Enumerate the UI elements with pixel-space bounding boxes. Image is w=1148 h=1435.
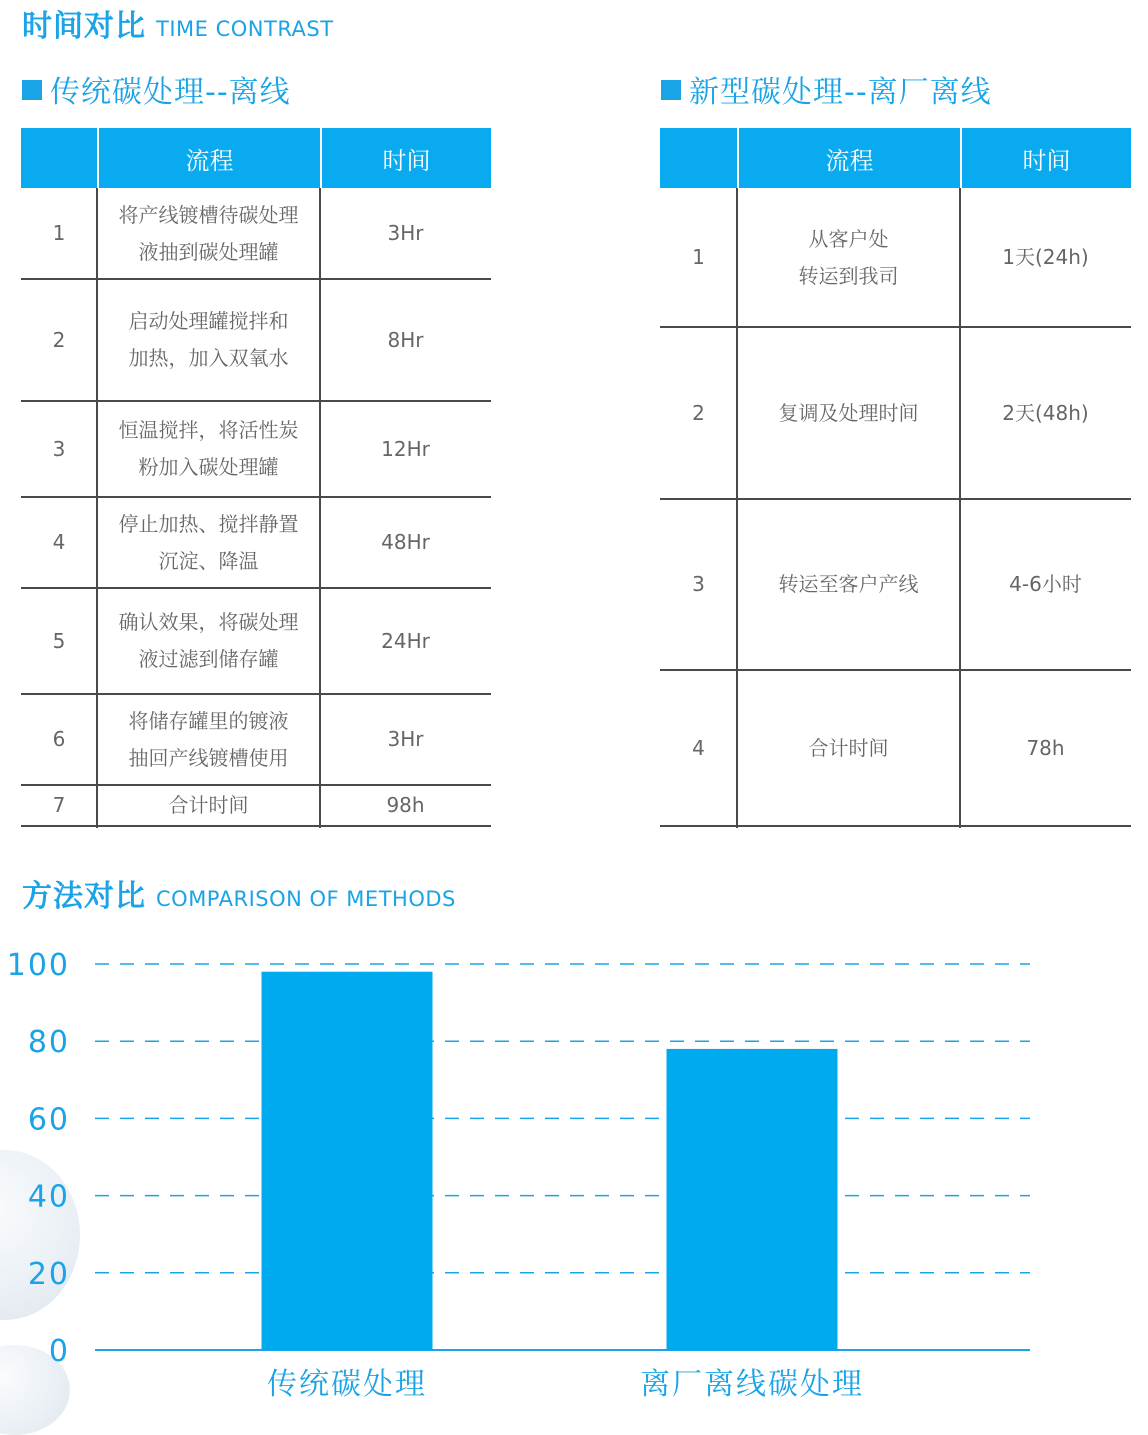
- x-category-label: 离厂离线碳处理: [640, 1367, 864, 1399]
- traditional-table-heading-text: 传统碳处理--离线: [50, 75, 291, 110]
- process-lines: [119, 506, 299, 580]
- row-process: [97, 401, 320, 497]
- process-line: 抽回产线镀槽使用: [128, 745, 289, 770]
- row-index: 2: [52, 327, 66, 352]
- row-process: [97, 188, 320, 279]
- process-line: 确认效果，将碳处理: [118, 610, 299, 634]
- row-process: [737, 188, 960, 327]
- traditional-table: [21, 128, 491, 828]
- row-process: [97, 694, 320, 785]
- bar-offsite: [667, 1049, 838, 1350]
- process-line: 停止加热、搅拌静置: [118, 511, 299, 536]
- x-category-label: 传统碳处理: [267, 1367, 427, 1399]
- row-time: 3Hr: [387, 727, 424, 751]
- process-line: 转运至客户产线: [778, 572, 919, 596]
- table-row-divider: [21, 825, 491, 827]
- process-line: 合计时间: [168, 793, 249, 817]
- row-time: 48Hr: [381, 530, 430, 554]
- process-lines: [119, 197, 299, 271]
- section-title-en: TIME CONTRAST: [156, 17, 334, 41]
- row-index: 2: [692, 400, 705, 425]
- row-time: 4-6小时: [1009, 572, 1082, 596]
- y-tick-label: 0: [48, 1334, 70, 1369]
- process-line: 复调及处理时间: [778, 400, 919, 425]
- process-line: 启动处理罐搅拌和: [128, 309, 289, 333]
- row-process: [97, 497, 320, 588]
- header-cell-time: 时间: [320, 128, 491, 188]
- process-lines: [129, 303, 289, 377]
- new-table-heading: [661, 75, 992, 110]
- process-lines: [809, 730, 889, 767]
- row-index: 1: [52, 221, 66, 245]
- header-cell-process: 流程: [737, 128, 960, 188]
- process-lines: [119, 604, 299, 678]
- y-tick-label: 80: [27, 1025, 70, 1061]
- row-index: 4: [692, 735, 705, 760]
- row-index: 7: [52, 793, 66, 817]
- process-line: 转运到我司: [798, 263, 899, 288]
- row-time: 98h: [386, 793, 425, 817]
- row-process: [97, 785, 320, 826]
- row-index: 4: [52, 530, 66, 554]
- square-bullet-icon: [661, 80, 681, 100]
- process-line: 液过滤到储存罐: [138, 647, 279, 671]
- row-time: 2天(48h): [1002, 400, 1089, 425]
- row-process: [97, 588, 320, 694]
- section-title-en: COMPARISON OF METHODS: [156, 887, 456, 911]
- new-table-heading-text: 新型碳处理--离厂离线: [689, 75, 992, 110]
- process-line: 将产线镀槽待碳处理: [118, 202, 299, 227]
- process-line: 沉淀、降温: [158, 548, 259, 573]
- header-cell-process: 流程: [97, 128, 320, 188]
- row-time: 1天(24h): [1002, 245, 1089, 269]
- y-tick-label: 60: [27, 1102, 70, 1138]
- header-cell-index: [660, 128, 737, 188]
- process-line: 加热，加入双氧水: [128, 346, 289, 370]
- process-lines: [129, 703, 289, 777]
- section-title-time-contrast: [22, 9, 334, 44]
- y-tick-label: 20: [27, 1256, 70, 1292]
- new-table: [660, 128, 1131, 828]
- bar-traditional: [262, 972, 433, 1350]
- section-title-cn: 时间对比: [22, 9, 146, 44]
- square-bullet-icon: [22, 80, 42, 100]
- process-line: 从客户处: [808, 226, 889, 251]
- section-title-method-comparison: [22, 879, 456, 914]
- row-time: 8Hr: [387, 327, 424, 352]
- row-time: 24Hr: [381, 628, 430, 653]
- row-time: 3Hr: [387, 221, 424, 245]
- row-index: 5: [52, 628, 66, 653]
- header-cell-index: [21, 128, 97, 188]
- process-lines: [169, 787, 249, 824]
- table-row-divider: [660, 825, 1131, 827]
- header-cell-time: 时间: [960, 128, 1131, 188]
- y-tick-label: 100: [6, 948, 70, 983]
- row-time: 78h: [1026, 735, 1065, 760]
- row-index: 3: [52, 436, 66, 461]
- process-line: 将储存罐里的镀液: [128, 708, 289, 733]
- y-tick-label: 40: [27, 1179, 70, 1215]
- process-line: 恒温搅拌，将活性炭: [118, 418, 299, 442]
- row-process: [737, 670, 960, 826]
- section-title-cn: 方法对比: [22, 879, 146, 914]
- row-index: 6: [52, 727, 66, 751]
- process-line: 粉加入碳处理罐: [138, 455, 279, 479]
- process-line: 液抽到碳处理罐: [138, 239, 279, 264]
- row-process: [737, 499, 960, 670]
- row-process: [97, 279, 320, 401]
- method-comparison-bar-chart: [0, 940, 1148, 1399]
- process-line: 合计时间: [808, 735, 889, 760]
- row-index: 1: [692, 245, 705, 269]
- process-lines: [779, 566, 919, 603]
- row-index: 3: [692, 572, 705, 596]
- row-process: [737, 327, 960, 499]
- traditional-table-heading: [22, 75, 291, 110]
- process-lines: [119, 412, 299, 486]
- row-time: 12Hr: [381, 436, 430, 461]
- process-lines: [779, 395, 919, 432]
- process-lines: [799, 221, 899, 295]
